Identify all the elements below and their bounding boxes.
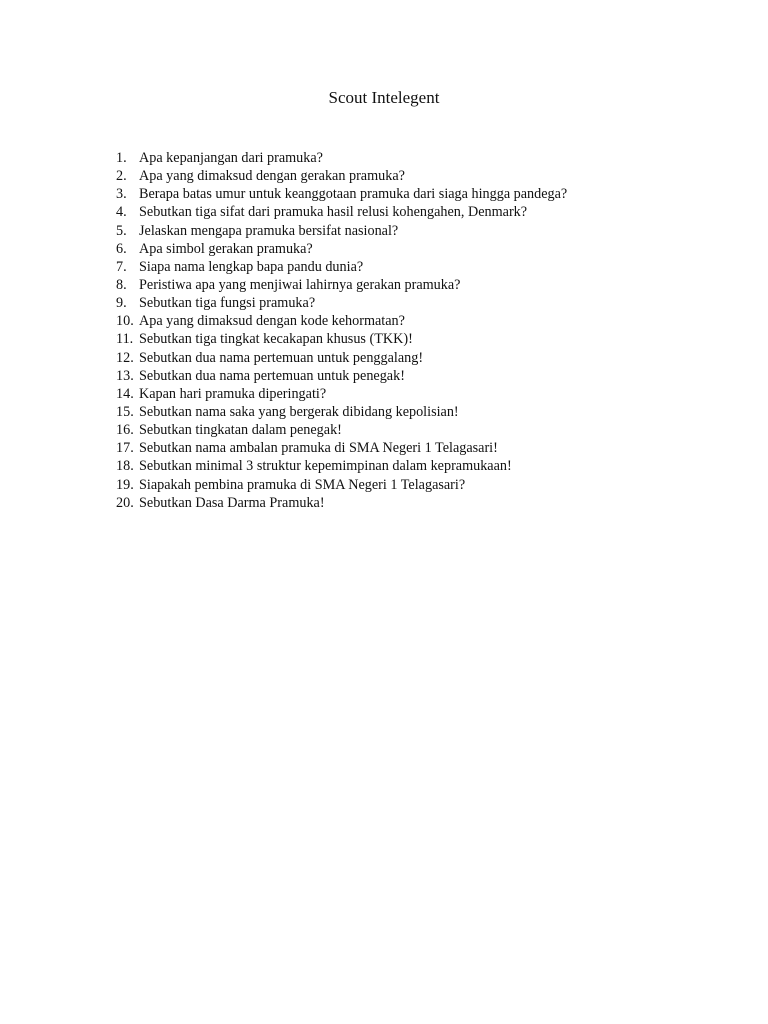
question-number: 18. xyxy=(116,458,134,475)
question-item xyxy=(116,294,567,312)
question-list xyxy=(116,149,567,512)
question-number: 12. xyxy=(116,349,134,366)
question-number: 8. xyxy=(116,276,127,293)
question-text: Sebutkan dua nama pertemuan untuk penegak! xyxy=(139,367,405,384)
question-item xyxy=(116,439,567,457)
question-number: 17. xyxy=(116,440,134,457)
question-item xyxy=(116,367,567,385)
question-number: 9. xyxy=(116,295,127,312)
question-text: Sebutkan tiga sifat dari pramuka hasil relusi kohengahen, Denmark? xyxy=(139,204,528,221)
question-item xyxy=(116,421,567,439)
question-number: 5. xyxy=(116,222,127,239)
question-text: Sebutkan nama ambalan pramuka di SMA Negeri 1 Telagasari! xyxy=(139,440,498,457)
question-text: Siapa nama lengkap bapa pandu dunia? xyxy=(139,258,364,275)
question-text: Sebutkan minimal 3 struktur kepemimpinan dalam kepramukaan! xyxy=(139,458,512,475)
document-title: Scout Intelegent xyxy=(328,88,440,107)
question-item xyxy=(116,203,567,221)
question-number: 10. xyxy=(116,313,134,330)
question-text: Sebutkan dua nama pertemuan untuk penggalang! xyxy=(139,349,424,366)
question-number: 2. xyxy=(116,168,127,185)
question-item xyxy=(116,185,567,203)
question-item xyxy=(116,222,567,240)
question-text: Siapakah pembina pramuka di SMA Negeri 1 Telagasari? xyxy=(139,476,466,493)
question-item xyxy=(116,312,567,330)
question-item xyxy=(116,258,567,276)
question-number: 7. xyxy=(116,258,127,275)
question-item xyxy=(116,240,567,258)
question-text: Apa kepanjangan dari pramuka? xyxy=(139,150,323,166)
question-number: 15. xyxy=(116,403,134,420)
question-number: 16. xyxy=(116,422,134,439)
question-text: Jelaskan mengapa pramuka bersifat nasional? xyxy=(139,222,399,239)
question-number: 3. xyxy=(116,186,127,203)
question-item xyxy=(116,476,567,494)
question-text: Berapa batas umur untuk keanggotaan pramuka dari siaga hingga pandega? xyxy=(139,186,568,203)
question-item xyxy=(116,385,567,403)
question-text: Sebutkan tiga fungsi pramuka? xyxy=(139,295,316,312)
question-text: Apa yang dimaksud dengan kode kehormatan? xyxy=(139,313,405,330)
question-item xyxy=(116,149,567,167)
question-number: 19. xyxy=(116,476,134,493)
question-number: 13. xyxy=(116,367,134,384)
question-item xyxy=(116,494,567,512)
question-item xyxy=(116,167,567,185)
question-number: 1. xyxy=(116,150,127,166)
question-text: Kapan hari pramuka diperingati? xyxy=(139,385,327,402)
question-text: Sebutkan nama saka yang bergerak dibidang kepolisian! xyxy=(139,403,459,420)
question-text: Sebutkan tingkatan dalam penegak! xyxy=(139,422,342,439)
question-text: Apa yang dimaksud dengan gerakan pramuka? xyxy=(139,168,405,185)
question-item xyxy=(116,349,567,367)
question-text: Sebutkan Dasa Darma Pramuka! xyxy=(139,494,325,511)
question-number: 4. xyxy=(116,204,127,221)
question-item xyxy=(116,330,567,348)
question-item xyxy=(116,403,567,421)
question-number: 6. xyxy=(116,240,127,257)
question-item xyxy=(116,276,567,294)
question-text: Apa simbol gerakan pramuka? xyxy=(139,240,313,257)
question-item xyxy=(116,457,567,475)
question-text: Peristiwa apa yang menjiwai lahirnya gerakan pramuka? xyxy=(139,276,461,293)
question-text: Sebutkan tiga tingkat kecakapan khusus (TKK)! xyxy=(139,331,413,348)
question-number: 11. xyxy=(116,331,134,348)
question-number: 20. xyxy=(116,494,134,511)
question-number: 14. xyxy=(116,385,134,402)
